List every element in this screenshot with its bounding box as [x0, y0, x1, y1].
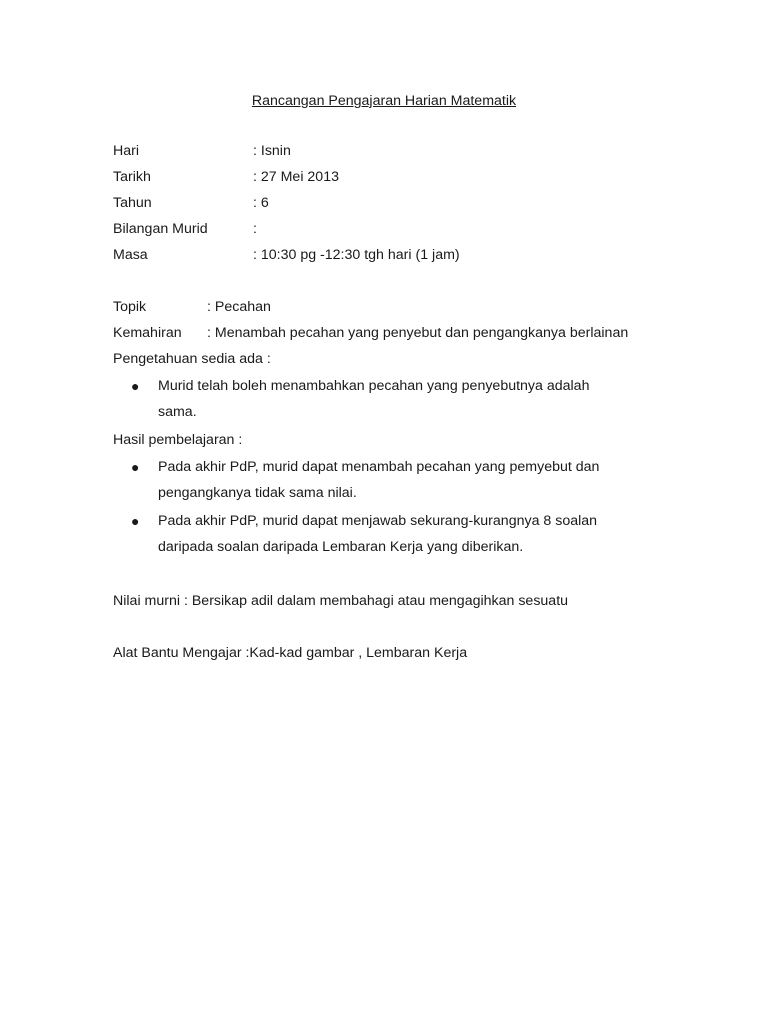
info-row-bilangan-murid — [113, 216, 257, 242]
list-item-text: Murid telah boleh menambahkan pecahan yang penyebutnya adalah — [158, 378, 590, 394]
bullet-icon: ● — [131, 378, 140, 394]
info-value: : Isnin — [253, 143, 291, 159]
bullet-icon: ● — [131, 513, 140, 529]
info-row-tarikh — [113, 164, 339, 190]
info-row-masa — [113, 242, 460, 268]
info-value: : 6 — [253, 195, 269, 211]
kemahiran-row — [113, 320, 629, 346]
topik-row — [113, 294, 271, 320]
page-title: Rancangan Pengajaran Harian Matematik — [251, 93, 517, 109]
info-value: : — [253, 221, 257, 237]
list-item — [131, 508, 678, 560]
info-row-tahun — [113, 190, 269, 216]
info-label: Hari — [113, 143, 140, 159]
info-value: : 10:30 pg -12:30 tgh hari (1 jam) — [253, 247, 460, 263]
list-item-text: pengangkanya tidak sama nilai. — [158, 485, 357, 501]
info-label: Bilangan Murid — [113, 221, 208, 237]
kemahiran-label: Kemahiran — [113, 325, 182, 341]
list-item-text: daripada soalan daripada Lembaran Kerja yang diberikan. — [158, 539, 524, 555]
nilai-murni: Nilai murni : Bersikap adil dalam membahagi atau mengagihkan sesuatu — [113, 593, 569, 609]
kemahiran-value: : Menambah pecahan yang penyebut dan pengangkanya berlainan — [207, 325, 629, 341]
info-label: Masa — [113, 247, 148, 263]
info-label: Tarikh — [113, 169, 151, 185]
list-item-text: sama. — [158, 404, 197, 420]
info-row-hari — [113, 138, 291, 164]
hasil-heading: Hasil pembelajaran : — [113, 432, 243, 448]
pengetahuan-heading: Pengetahuan sedia ada : — [113, 351, 271, 367]
topik-label: Topik — [113, 299, 147, 315]
list-item-text: Pada akhir PdP, murid dapat menjawab sekurang-kurangnya 8 soalan — [158, 513, 598, 529]
info-label: Tahun — [113, 195, 152, 211]
alat-bantu-mengajar: Alat Bantu Mengajar :Kad-kad gambar , Lembaran Kerja — [113, 645, 468, 661]
list-item-text: Pada akhir PdP, murid dapat menambah pecahan yang pemyebut dan — [158, 459, 600, 475]
list-item — [131, 454, 678, 506]
info-value: : 27 Mei 2013 — [253, 169, 339, 185]
topik-value: : Pecahan — [207, 299, 271, 315]
bullet-icon: ● — [131, 459, 140, 475]
list-item — [131, 373, 678, 425]
